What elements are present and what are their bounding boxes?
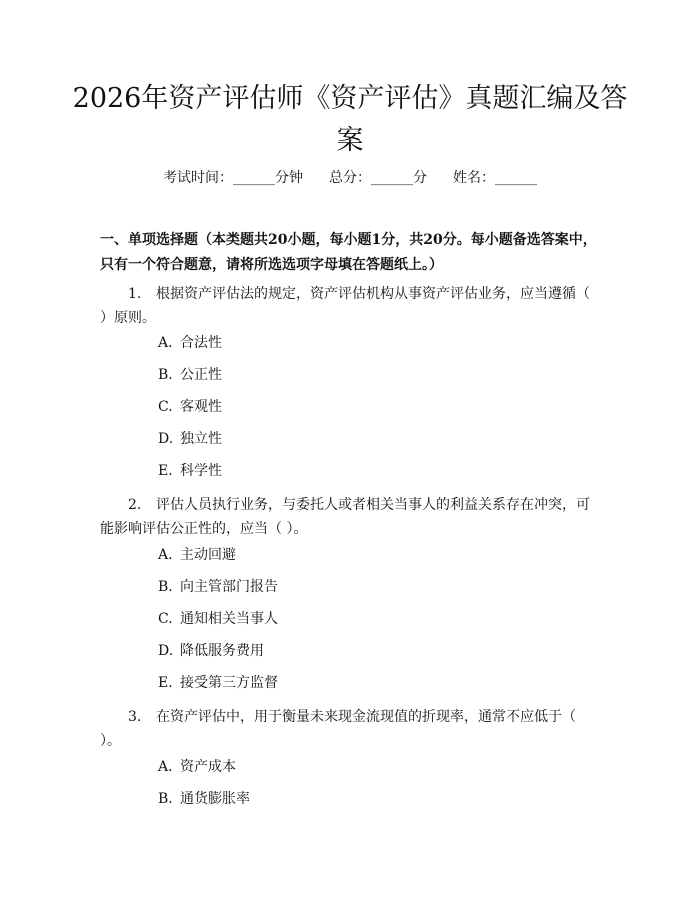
option-letter: B. xyxy=(158,579,173,595)
option-text: 科学性 xyxy=(180,463,222,479)
option-text: 向主管部门报告 xyxy=(180,579,278,595)
exam-meta xyxy=(0,168,700,188)
option-3b xyxy=(158,789,250,809)
option-text: 通知相关当事人 xyxy=(180,611,278,627)
option-text: 客观性 xyxy=(180,399,222,415)
section-heading: 一、单项选择题（本类题共20小题，每小题1分，共20分。每小题备选答案中，只有一个符合题意，请将所选选项字母填在答题纸上。） xyxy=(100,232,597,273)
document-title: 2026年资产评估师《资产评估》真题汇编及答案 xyxy=(72,83,628,156)
question-3 xyxy=(100,705,600,753)
option-letter: D. xyxy=(158,431,174,447)
option-2e xyxy=(158,673,278,693)
option-text: 接受第三方监督 xyxy=(180,675,278,691)
total-score-field: 总分：______分 xyxy=(329,170,427,186)
question-1 xyxy=(100,282,600,330)
question-number: 1. xyxy=(128,286,142,302)
option-text: 降低服务费用 xyxy=(180,643,264,659)
question-number: 2. xyxy=(128,497,142,513)
exam-time-field: 考试时间：______分钟 xyxy=(163,170,303,186)
option-text: 通货膨胀率 xyxy=(180,791,250,807)
option-1c xyxy=(158,397,222,417)
name-field: 姓名：______ xyxy=(453,170,537,186)
option-letter: E. xyxy=(158,463,173,479)
option-2b xyxy=(158,577,278,597)
option-letter: B. xyxy=(158,791,173,807)
option-letter: C. xyxy=(158,399,173,415)
option-2d xyxy=(158,641,264,661)
question-text: 根据资产评估法的规定，资产评估机构从事资产评估业务，应当遵循（ ）原则。 xyxy=(100,286,590,326)
option-text: 合法性 xyxy=(180,335,222,351)
option-letter: B. xyxy=(158,367,173,383)
question-text: 评估人员执行业务，与委托人或者相关当事人的利益关系存在冲突，可能影响评估公正性的，应当（ ）。 xyxy=(100,497,590,537)
option-text: 公正性 xyxy=(180,367,222,383)
option-letter: A. xyxy=(158,759,173,775)
option-2a xyxy=(158,545,236,565)
option-text: 独立性 xyxy=(180,431,222,447)
option-3a xyxy=(158,757,236,777)
option-2c xyxy=(158,609,278,629)
option-1d xyxy=(158,429,222,449)
option-letter: A. xyxy=(158,335,173,351)
option-letter: E. xyxy=(158,675,173,691)
question-text: 在资产评估中，用于衡量未来现金流现值的折现率，通常不应低于（ ）。 xyxy=(100,709,576,749)
option-letter: D. xyxy=(158,643,174,659)
option-letter: C. xyxy=(158,611,173,627)
question-number: 3. xyxy=(128,709,142,725)
option-1a xyxy=(158,333,222,353)
option-letter: A. xyxy=(158,547,173,563)
option-1b xyxy=(158,365,222,385)
option-text: 主动回避 xyxy=(180,547,236,563)
option-1e xyxy=(158,461,222,481)
option-text: 资产成本 xyxy=(180,759,236,775)
question-2 xyxy=(100,493,600,541)
